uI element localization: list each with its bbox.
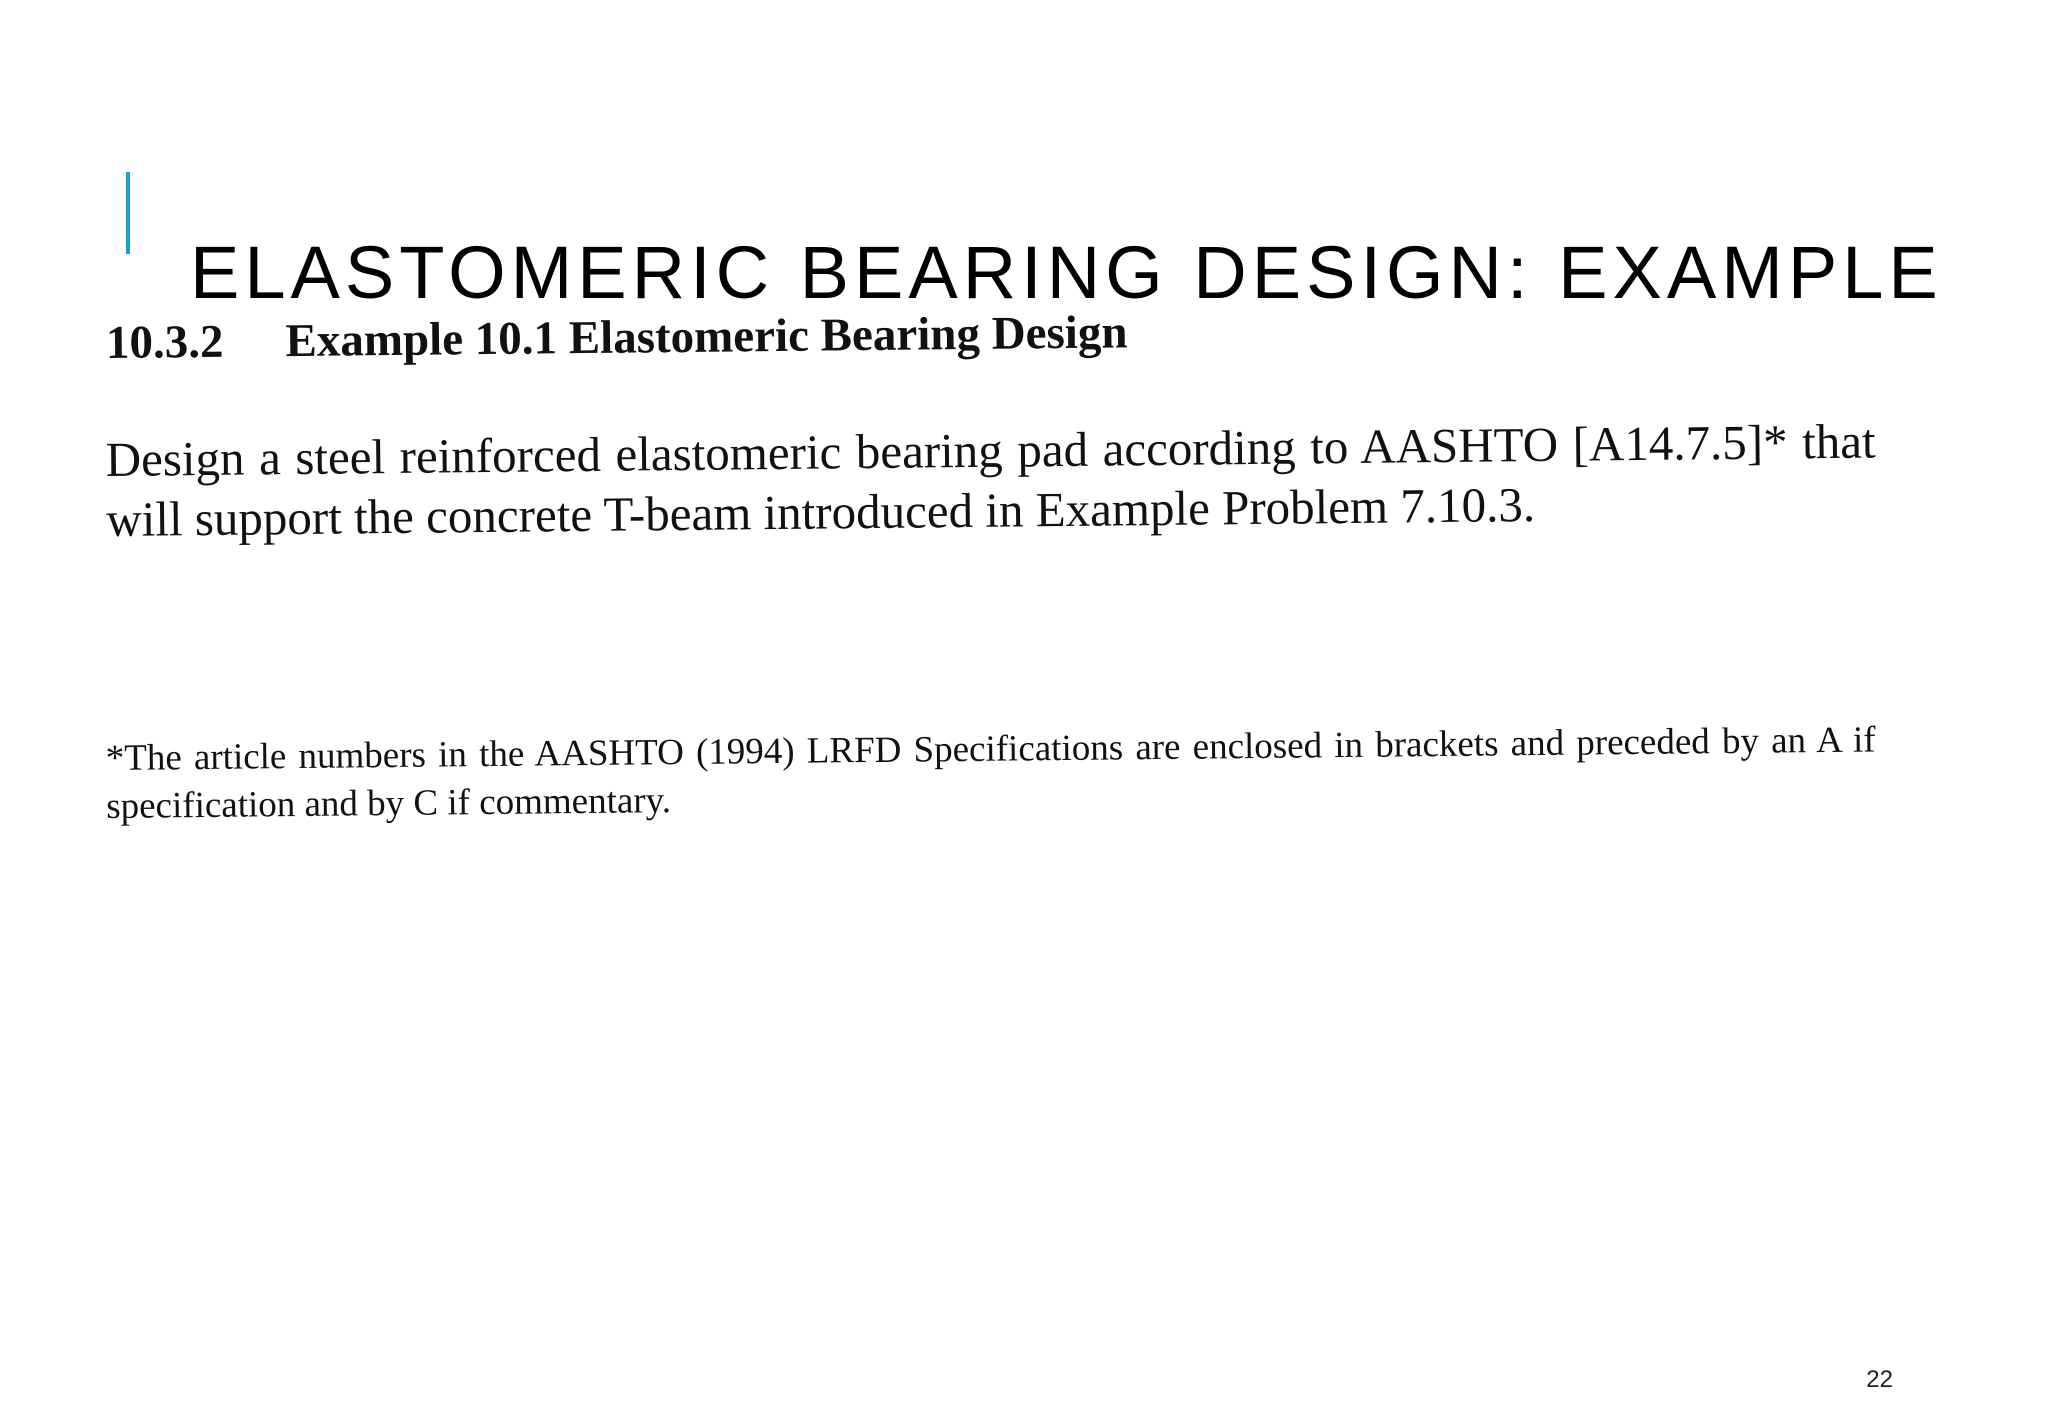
section-title: Example 10.1 Elastomeric Bearing Design: [285, 306, 1128, 368]
section-number: 10.3.2: [105, 315, 224, 369]
page-number: 22: [1866, 1366, 1893, 1393]
footnote: *The article numbers in the AASHTO (1994) LRFD Specifications are enclosed in brackets and preceded by an A if specification and by C if commentary.: [105, 719, 1876, 827]
section-heading: [106, 307, 1128, 369]
slide-title: ELASTOMERIC BEARING DESIGN: EXAMPLE: [190, 231, 1943, 314]
problem-statement: Design a steel reinforced elastomeric bearing pad according to AASHTO [A14.7.5]* that will support the concrete T-beam introduced in Example Problem 7.10.3.: [105, 413, 1876, 547]
